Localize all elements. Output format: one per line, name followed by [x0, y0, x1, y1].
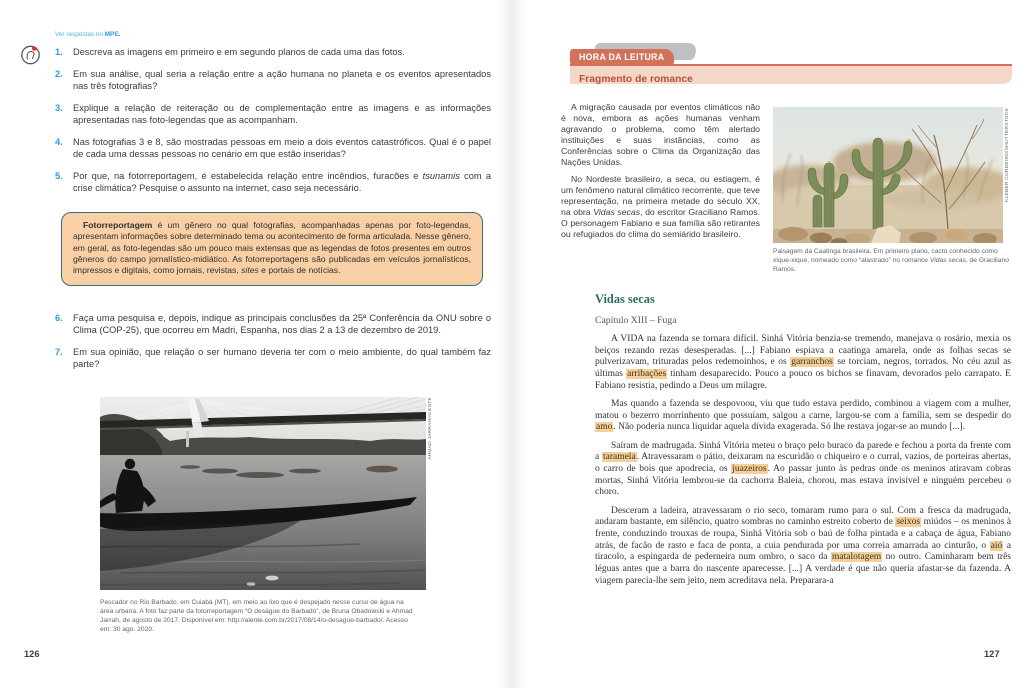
question-item — [55, 137, 491, 160]
question-number: 5. — [55, 171, 63, 182]
question-text: Descreva as imagens em primeiro e em segundo planos de cada uma das fotos. — [73, 47, 405, 57]
genre-definition-text: Fotorreportagem é um gênero no qual fotografias, acompanhadas apenas por foto-legendas, apresentam informações sobre determinado tema ou acontecimento de forma articulada. Nesse gênero, em geral, as foto-legendas são um pouco mais extensas que as legendas de fotos presentes em outros gêneros do campo jornalístico-midiático. As fotorreportagens são publicadas em veículos jornalísticos, impressos e digitais, como jornais, revistas, sites e portais de notícias. — [73, 220, 471, 276]
question-text: Em sua opinião, que relação o ser humano deveria ter com o meio ambiente, do qual também faz parte? — [73, 347, 491, 369]
question-number: 2. — [55, 69, 63, 80]
question-item — [55, 347, 491, 370]
photo-credit-left: AHMAD JARRAH/ALENTE — [428, 397, 433, 460]
page-number-right: 127 — [984, 649, 1000, 659]
page-gutter — [498, 0, 526, 688]
photo-caption-right: Paisagem da Caatinga brasileira. Em primeiro plano, cacto conhecido como xique-xique, nomeado como “alastrado” no romance Vidas secas, de Graciliano Ramos. — [773, 248, 1009, 273]
question-item — [55, 171, 491, 194]
question-number: 7. — [55, 347, 63, 357]
intro-column — [561, 102, 760, 245]
reading-section — [595, 292, 1011, 594]
answers-note — [55, 31, 120, 38]
answers-note-text: Ver respostas no — [55, 31, 105, 38]
fisherman-photo-illustration — [100, 397, 426, 590]
question-number: 4. — [55, 137, 63, 148]
oral-response-icon — [20, 44, 41, 65]
question-number: 6. — [55, 313, 63, 323]
answers-note-mpe: MPE. — [104, 31, 121, 38]
question-text: Por que, na fotorreportagem, é estabelecida relação entre incêndios, furacões e tsunamis com a crise climática? Pesquise o assunto na internet, caso seja necessário. — [73, 171, 491, 193]
reading-paragraph: A VIDA na fazenda se tornara difícil. Sinhá Vitória benzia-se tremendo, manejava o rosário, mexia os beiços rezando rezas desesperadas. [...] Fabiano espiava a caatinga amarela, onde as folhas secas se pulverizavam, trituradas pelos redemoinhos, e os garranchos se torciam, negros, torrados. No céu azul as últimas arribações tinham desaparecido. Pouco a pouco os bichos se finavam, devorados pelo carrapato. E Fabiano resistia, pedindo a Deus um milagre. — [595, 334, 1011, 391]
photo-caption-left: Pescador no Rio Barbado, em Cuiabá (MT), em meio ao lixo que é despejado nesse curso de água na área urbana. A foto faz parte da fotorreportagem “O deságue do Barbado”, de Bruna Obadowski e Ahmad Jarrah, de agosto de 2017. Disponível em: http://alente.com.br/2017/08/14/o-desague-barbado/. Acesso em: 30 ago. 2020. — [100, 599, 413, 633]
question-item — [55, 47, 491, 59]
reading-chapter: Capítulo XIII – Fuga — [595, 315, 677, 326]
page-number-left: 126 — [24, 649, 40, 659]
reading-paragraph: Saíram de madrugada. Sinhá Vitória meteu o braço pelo buraco da parede e fechou a porta da frente com a taramela. Atravessaram o pátio, deixaram na escuridão o chiqueiro e o curral, vazios, de porteiras abertas, o carro de bois que apodrecia, os juazeiros. Ao passar junto às pedras onde os meninos atiravam cobras mortas, Sinhá Vitória lembrou-se da cachorra Baleia, chorou, mas estava invisível e ninguém percebeu o choro. — [595, 440, 1011, 498]
question-text: Nas fotografias 3 e 8, são mostradas pessoas em meio a dois eventos catastróficos. Qual é o papel de cada uma dessas pessoas no cenário em que estão inseridas? — [73, 137, 491, 159]
reading-paragraph: Mas quando a fazenda se despovoou, viu que tudo estava perdido, combinou a viagem com a mulher, matou o bezerro morrinhento que possuíam, salgou a carne, largou-se com a família, sem se despedir do amo. Não poderia nunca liquidar aquela dívida exagerada. Só lhe restava jogar-se ao mundo [...]. — [595, 399, 1011, 433]
question-text: Faça uma pesquisa e, depois, indique as principais conclusões da 25ª Conferência da ONU sobre o Clima (COP-25), que ocorreu em Madri, Espanha, nos dias 2 a 13 de dezembro de 2019. — [73, 313, 491, 335]
question-item — [55, 103, 491, 126]
reading-paragraph: Desceram a ladeira, atravessaram o rio seco, tomaram rumo para o sul. Com a fresca da madrugada, andaram bastante, em silêncio, quatro sombras no caminho estreito coberto de seixos miúdos – os meninos à frente, conduzindo trouxas de roupa, Sinhá Vitória sob o baú de folha pintada e a cabaça de água, Fabiano atrás, de facão de rasto e faca de ponta, a cuia pendurada por uma correia amarrada ao cinturão, o aió a tiracolo, a espingarda de pederneira num ombro, o saco da matalotagem no outro. Caminharam bem três léguas antes que a barra do nascente aparecesse. [...] A verdade é que não queria afastar-se da fazenda. A viagem parecia-lhe sem jeito, nem acreditava nela. Preparara-a — [595, 505, 1011, 586]
question-item — [55, 313, 491, 336]
intro-paragraph: A migração causada por eventos climáticos não é nova, embora as ações humanas venham agravando o problema, como têm alertado instituições e suas instâncias, como as Conferências sobre o Clima da Organização das Nações Unidas. — [561, 102, 760, 168]
photo-credit-right: KLEBER CORDEIRO/SHUTTERSTOCK — [1005, 108, 1010, 202]
questions-list-1-5 — [55, 47, 491, 205]
section-subtitle-bar — [570, 64, 1012, 84]
questions-list-6-7 — [55, 313, 491, 381]
intro-paragraph: No Nordeste brasileiro, a seca, ou estiagem, é um fenômeno natural climático recorrente, que teve representação, na primeira metade do século XX, na obra Vidas secas, do escritor Graciliano Ramos. O personagem Fabiano e sua família são retirantes ou refugiados do clima do semiárido brasileiro. — [561, 173, 760, 240]
genre-definition-box — [61, 212, 483, 286]
question-text: Em sua análise, qual seria a relação entre a ação humana no planeta e os eventos apresentados nas três fotografias? — [73, 69, 491, 91]
question-number: 1. — [55, 47, 63, 57]
section-tab: HORA DA LEITURA — [570, 49, 674, 65]
section-subtitle: Fragmento de romance — [579, 73, 693, 85]
question-number: 3. — [55, 103, 63, 114]
caatinga-photo-illustration — [773, 107, 1003, 243]
question-text: Explique a relação de reiteração ou de complementação entre as imagens e as informações apresentadas nas foto-legendas que as acompanham. — [73, 103, 491, 125]
question-item — [55, 69, 491, 92]
caatinga-photo — [773, 107, 1003, 243]
reading-title: Vidas secas — [595, 292, 655, 306]
fisherman-photo — [100, 397, 426, 590]
